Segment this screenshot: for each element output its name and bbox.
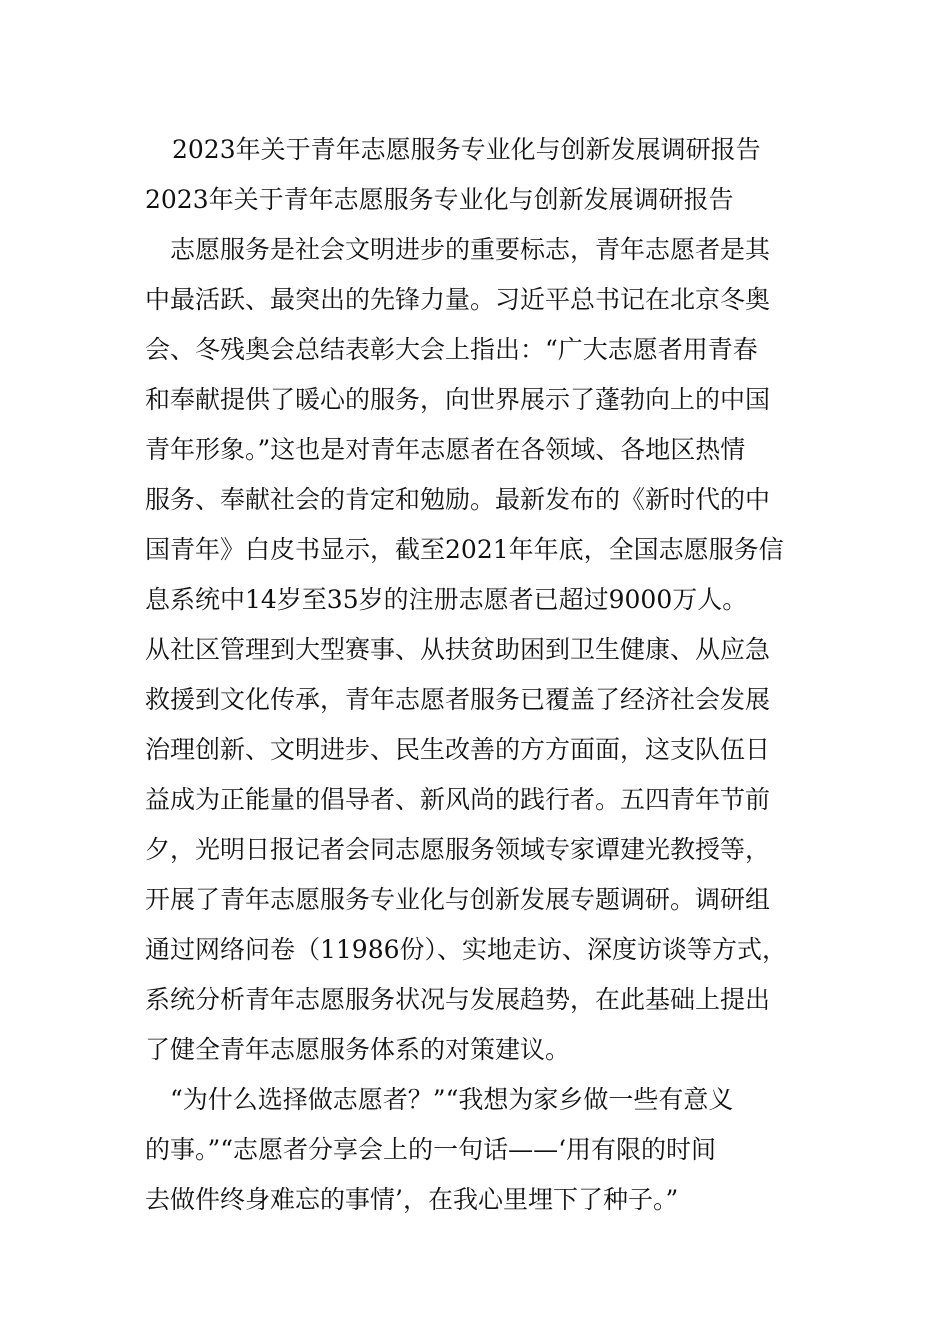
text-line: 志愿服务是社会文明进步的重要标志，青年志愿者是其 <box>145 235 771 264</box>
text-line: 救援到文化传承，青年志愿者服务已覆盖了经济社会发展 <box>145 685 771 714</box>
text-line: 会、冬残奥会总结表彰大会上指出：“广大志愿者用青春 <box>145 335 758 364</box>
text-line: 青年形象。”这也是对青年志愿者在各领域、各地区热情 <box>145 435 746 464</box>
document-subtitle: 2023年关于青年志愿服务专业化与创新发展调研报告 <box>145 185 734 214</box>
text-line: 服务、奉献社会的肯定和勉励。最新发布的《新时代的中 <box>145 485 771 514</box>
document-title: 2023年关于青年志愿服务专业化与创新发展调研报告 <box>172 135 761 164</box>
text-line: 系统分析青年志愿服务状况与发展趋势，在此基础上提出 <box>145 985 771 1014</box>
text-line: 夕，光明日报记者会同志愿服务领域专家谭建光教授等， <box>145 835 771 864</box>
text-line: 去做件终身难忘的事情’，在我心里埋下了种子。” <box>145 1185 679 1214</box>
text-line: 了健全青年志愿服务体系的对策建议。 <box>145 1035 571 1064</box>
text-line: 国青年》白皮书显示，截至2021年年底，全国志愿服务信 <box>145 535 784 564</box>
text-line: 益成为正能量的倡导者、新风尚的践行者。五四青年节前 <box>145 785 771 814</box>
text-line: “为什么选择做志愿者？”“我想为家乡做一些有意义 <box>145 1085 734 1114</box>
text-line: 治理创新、文明进步、民生改善的方方面面，这支队伍日 <box>145 735 771 764</box>
text-line: 息系统中14岁至35岁的注册志愿者已超过9000万人。 <box>145 585 748 614</box>
text-line: 从社区管理到大型赛事、从扶贫助困到卫生健康、从应急 <box>145 635 771 664</box>
text-line: 和奉献提供了暖心的服务，向世界展示了蓬勃向上的中国 <box>145 385 771 414</box>
text-line: 中最活跃、最突出的先锋力量。习近平总书记在北京冬奥 <box>145 285 771 314</box>
text-line: 通过网络问卷（11986份）、实地走访、深度访谈等方式， <box>145 935 788 964</box>
text-line: 的事。”“志愿者分享会上的一句话——‘用有限的时间 <box>145 1135 717 1164</box>
text-line: 开展了青年志愿服务专业化与创新发展专题调研。调研组 <box>145 885 771 914</box>
